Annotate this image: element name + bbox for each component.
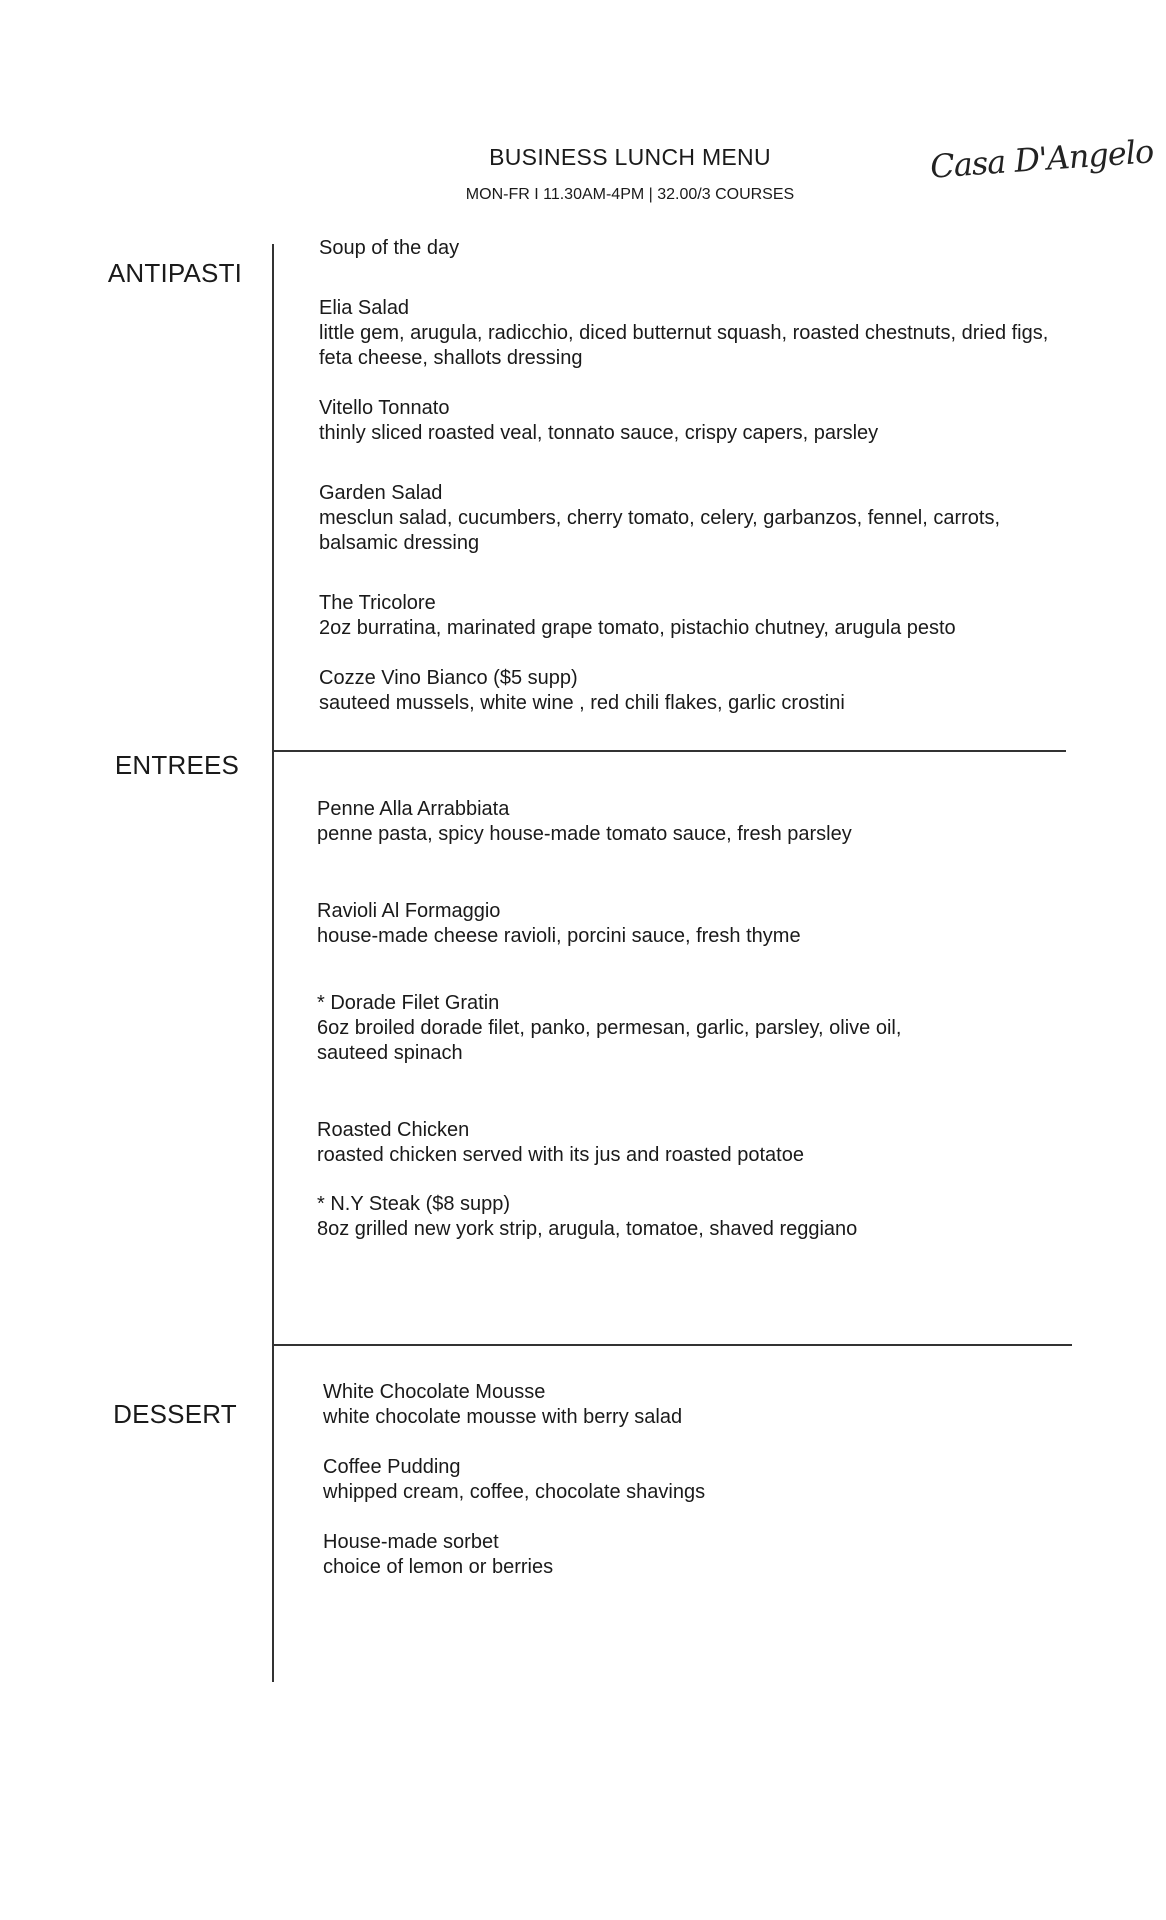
menu-item-name: White Chocolate Mousse [323,1381,546,1403]
menu-item [317,1118,1067,1168]
menu-item [319,296,1069,371]
menu-item [317,797,1067,847]
menu-item-description: little gem, arugula, radicchio, diced butternut squash, roasted chestnuts, dried figs, feta cheese, shallots dressing [319,322,1049,369]
menu-item-name: Ravioli Al Formaggio [317,900,501,922]
menu-item-name: Soup of the day [319,237,460,259]
menu-item [319,396,1069,446]
menu-hours-price: MON-FR I 11.30AM-4PM | 32.00/3 COURSES [465,186,795,203]
menu-item-name: Elia Salad [319,297,410,319]
menu-item-description: 8oz grilled new york strip, arugula, tomatoe, shaved reggiano [317,1218,858,1240]
menu-item-name: Coffee Pudding [323,1456,461,1478]
menu-item-name: Garden Salad [319,482,443,504]
section-divider-antipasti-entrees [274,750,1066,752]
section-label-dessert: DESSERT [113,1399,237,1429]
menu-item [319,666,1069,716]
menu-item [323,1455,1063,1505]
menu-item [319,236,1069,261]
menu-item-description: whipped cream, coffee, chocolate shavings [323,1481,706,1503]
restaurant-logo: Casa D'Angelo [928,132,1155,186]
section-label-antipasti: ANTIPASTI [107,258,243,288]
menu-item-name: * N.Y Steak ($8 supp) [317,1193,511,1215]
menu-item [317,1192,1067,1242]
section-divider-vertical [272,244,274,1682]
menu-item [319,591,1069,641]
menu-item [317,991,957,1066]
menu-item [323,1380,1063,1430]
menu-item-name: Penne Alla Arrabbiata [317,798,510,820]
menu-item [323,1530,1063,1580]
menu-item-description: penne pasta, spicy house-made tomato sauce, fresh parsley [317,823,852,845]
menu-item-name: Vitello Tonnato [319,397,450,419]
menu-item-name: Cozze Vino Bianco ($5 supp) [319,667,578,689]
menu-item-name: * Dorade Filet Gratin [317,992,500,1014]
menu-item-name: Roasted Chicken [317,1119,470,1141]
menu-item-description: thinly sliced roasted veal, tonnato sauce, crispy capers, parsley [319,422,879,444]
menu-item [317,899,1067,949]
menu-item-description: 2oz burratina, marinated grape tomato, pistachio chutney, arugula pesto [319,617,956,639]
section-divider-entrees-dessert [274,1344,1072,1346]
menu-title: BUSINESS LUNCH MENU [489,144,771,170]
menu-item-description: mesclun salad, cucumbers, cherry tomato, celery, garbanzos, fennel, carrots, balsamic dressing [319,507,1001,554]
menu-item-description: sauteed mussels, white wine , red chili flakes, garlic crostini [319,692,845,714]
menu-item-description: roasted chicken served with its jus and roasted potatoe [317,1144,804,1166]
menu-item-description: white chocolate mousse with berry salad [323,1406,683,1428]
menu-item-name: House-made sorbet [323,1531,499,1553]
menu-item-description: 6oz broiled dorade filet, panko, permesan, garlic, parsley, olive oil, sauteed spinach [317,1017,902,1064]
menu-item-description: choice of lemon or berries [323,1556,554,1578]
menu-item-description: house-made cheese ravioli, porcini sauce, fresh thyme [317,925,801,947]
menu-item [319,481,1069,556]
section-label-entrees: ENTREES [114,750,240,780]
menu-item-name: The Tricolore [319,592,436,614]
